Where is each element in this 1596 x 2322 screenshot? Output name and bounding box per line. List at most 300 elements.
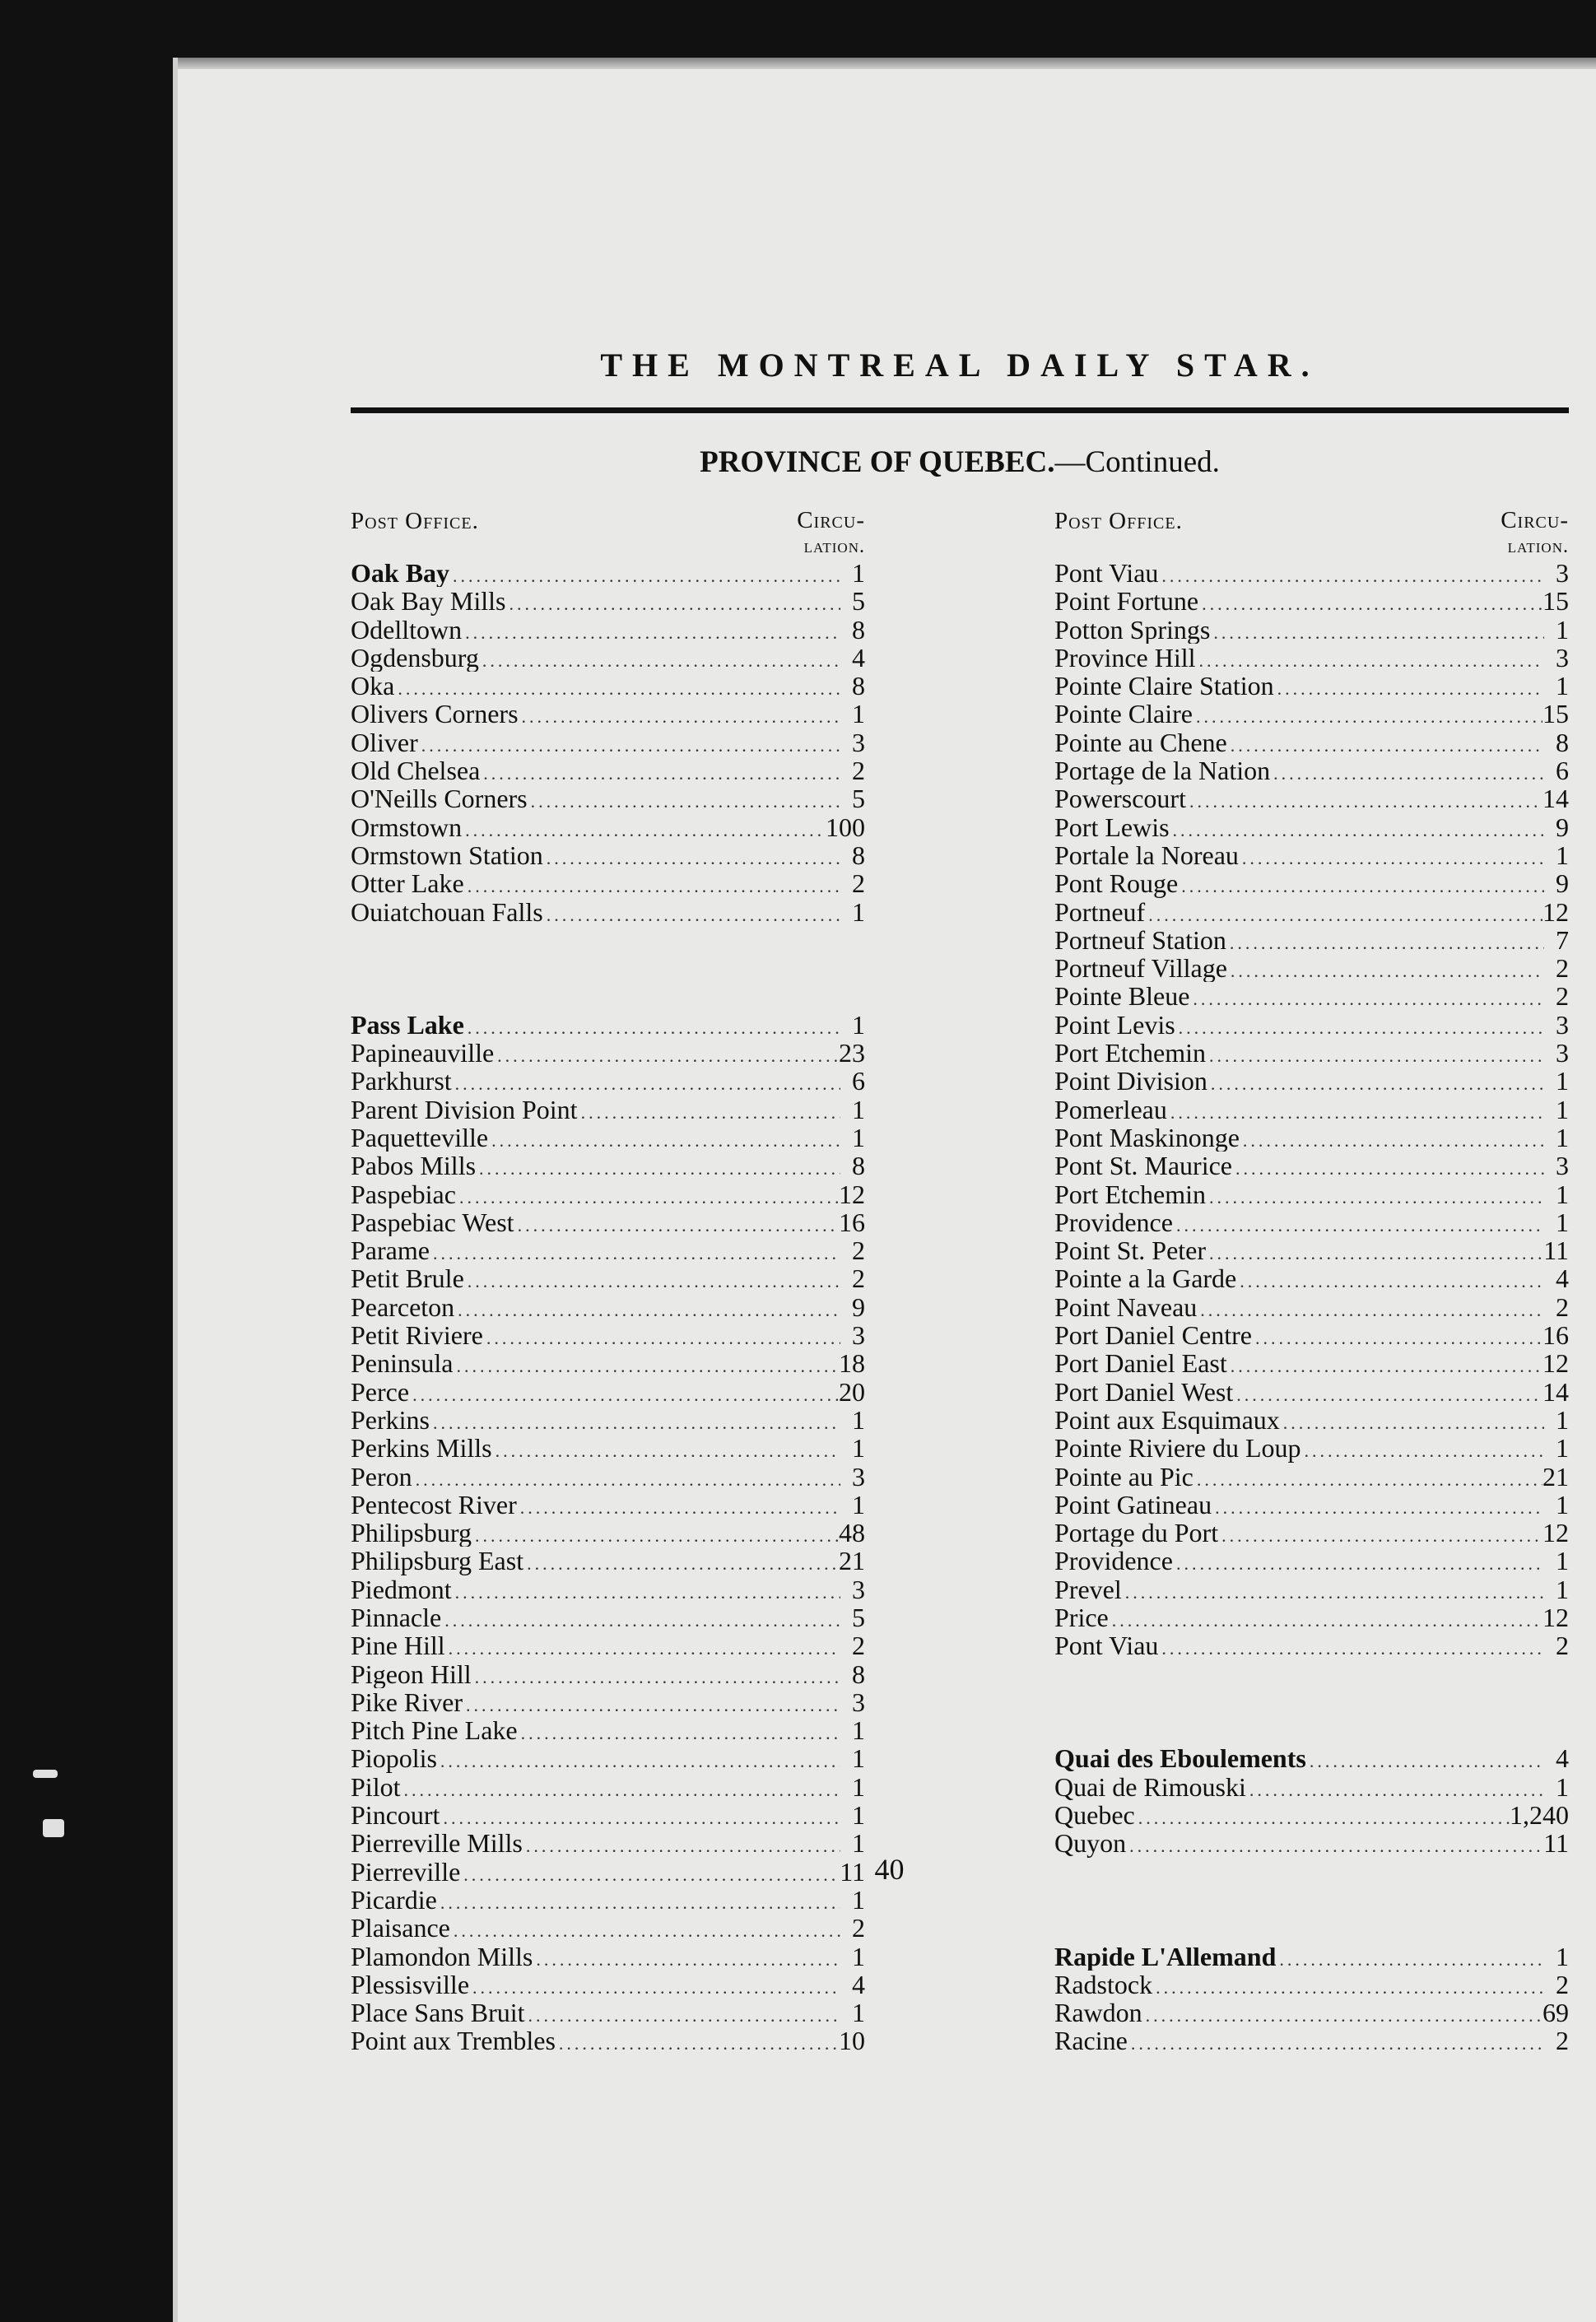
post-office-name: Pointe au Chene [1054, 728, 1227, 757]
post-office-name: Odelltown [351, 615, 463, 644]
entry-row [351, 700, 865, 728]
circulation-value: 21 [1542, 1462, 1569, 1491]
circulation-value: 9 [1556, 812, 1569, 841]
spacer-row [1054, 1914, 1569, 1942]
leader-dots [1109, 1607, 1542, 1631]
entry-row [351, 559, 865, 587]
post-office-name: Pike River [351, 1687, 463, 1717]
leader-dots [1232, 1155, 1544, 1180]
page-number: 40 [874, 1853, 905, 1886]
circulation-value: 1 [1556, 840, 1569, 870]
post-office-name: Philipsburg [351, 1519, 472, 1547]
entry-row [1054, 1180, 1569, 1208]
leader-dots [1173, 1550, 1544, 1575]
circulation-value: 4 [1556, 1744, 1569, 1773]
entry-row [351, 1744, 865, 1772]
right-column-header [1054, 508, 1569, 559]
post-office-name: Point Levis [1054, 1010, 1175, 1040]
entry-row [1054, 1067, 1569, 1095]
circulation-value: 2 [852, 1236, 865, 1265]
circulation-value: 1 [1556, 1942, 1569, 1971]
circulation-heading-line-2: lation. [1507, 536, 1569, 557]
leader-dots [533, 1946, 840, 1971]
circulation-value: 2 [1556, 1970, 1569, 1999]
post-office-name: Port Lewis [1054, 812, 1170, 841]
leader-dots [1236, 1268, 1544, 1292]
entry-row [351, 2027, 865, 2054]
leader-dots [409, 1381, 839, 1406]
leader-dots [528, 788, 840, 812]
circulation-value: 3 [852, 1575, 865, 1603]
leader-dots [518, 1719, 840, 1744]
leader-dots [412, 1466, 840, 1491]
circulation-value: 3 [1556, 643, 1569, 672]
circulation-value: 3 [1556, 1039, 1569, 1068]
leader-dots [1212, 1494, 1544, 1519]
post-office-name: Portneuf [1054, 897, 1146, 926]
leader-dots [1122, 1579, 1544, 1603]
entry-row [1054, 1603, 1569, 1631]
circulation-value: 1 [1556, 1575, 1569, 1603]
leader-dots [1246, 1776, 1544, 1801]
entry-row [1054, 1011, 1569, 1039]
leader-dots [1197, 1296, 1544, 1321]
circulation-value: 5 [852, 587, 865, 616]
leader-dots [469, 1974, 840, 1999]
entry-row [1054, 1999, 1569, 2027]
post-office-name: Paspebiac [351, 1180, 456, 1208]
entry-row [351, 1264, 865, 1292]
circulation-value: 2 [852, 869, 865, 898]
circulation-value: 69 [1542, 1999, 1569, 2027]
post-office-name: Ormstown [351, 812, 463, 841]
leader-dots [464, 1014, 840, 1039]
circulation-value: 3 [852, 1462, 865, 1491]
circulation-value: 3 [1556, 1010, 1569, 1040]
circulation-value: 2 [1556, 982, 1569, 1011]
circulation-value: 15 [1542, 700, 1569, 728]
post-office-heading: Post Office. [1054, 508, 1183, 534]
post-office-name: Pointe Riviere du Loup [1054, 1434, 1301, 1463]
circulation-value: 14 [1542, 1377, 1569, 1406]
entry-row [351, 1011, 865, 1039]
post-office-name: Old Chelsea [351, 756, 481, 785]
post-office-name: Province Hill [1054, 643, 1196, 672]
leader-dots [1158, 562, 1544, 587]
circulation-value: 8 [852, 1659, 865, 1688]
entry-row [1054, 1491, 1569, 1519]
leader-dots [1135, 1804, 1510, 1829]
post-office-name: Quyon [1054, 1829, 1127, 1858]
entry-row [1054, 644, 1569, 672]
entry-row [351, 1463, 865, 1491]
leader-dots [1239, 845, 1544, 869]
entry-row [351, 1716, 865, 1744]
post-office-name: Rapide L'Allemand [1054, 1942, 1277, 1971]
circulation-value: 1 [852, 1772, 865, 1802]
entry-row [351, 869, 865, 897]
circulation-value: 12 [1542, 1349, 1569, 1378]
entry-row [1054, 1264, 1569, 1292]
circulation-value: 6 [1556, 756, 1569, 785]
post-office-name: Oak Bay [351, 559, 450, 588]
circulation-value: 10 [839, 2027, 865, 2055]
post-office-name: Portale la Noreau [1054, 840, 1239, 870]
post-office-name: Petit Riviere [351, 1321, 483, 1350]
circulation-value: 1 [852, 897, 865, 926]
post-office-name: Quai de Rimouski [1054, 1772, 1246, 1802]
entry-row [351, 1378, 865, 1406]
leader-dots [1186, 788, 1542, 812]
entry-row [1054, 728, 1569, 756]
post-office-name: Pont Viau [1054, 559, 1159, 588]
circulation-value: 1 [852, 1744, 865, 1773]
spacer-row [351, 982, 865, 1010]
circulation-heading-line-2: lation. [803, 536, 865, 557]
post-office-name: Ormstown Station [351, 840, 543, 870]
entry-row [1054, 1208, 1569, 1236]
entry-row [351, 813, 865, 841]
post-office-name: Philipsburg East [351, 1547, 524, 1575]
entry-row [351, 1886, 865, 1914]
right-entry-list [1054, 559, 1569, 2055]
section-title [351, 444, 1569, 480]
leader-dots [578, 1099, 840, 1124]
entry-row [351, 1660, 865, 1688]
circulation-value: 1 [852, 700, 865, 728]
circulation-value: 2 [1556, 954, 1569, 983]
leader-dots [1280, 1409, 1544, 1434]
post-office-name: Pointe a la Garde [1054, 1264, 1237, 1293]
section-title-main: PROVINCE OF QUEBEC. [700, 445, 1055, 479]
post-office-name: Racine [1054, 2027, 1128, 2055]
circulation-value: 18 [839, 1349, 865, 1378]
leader-dots [543, 845, 840, 869]
post-office-name: Pointe Claire [1054, 700, 1193, 728]
entry-row [1054, 1039, 1569, 1067]
circulation-value: 1 [852, 1010, 865, 1040]
leader-dots [1193, 703, 1542, 728]
running-head: THE MONTREAL DAILY STAR. [600, 347, 1319, 384]
entry-row [1054, 1349, 1569, 1377]
entry-row [1054, 1631, 1569, 1659]
circulation-value: 2 [852, 1914, 865, 1943]
leader-dots [1207, 1070, 1544, 1095]
leader-dots [1218, 1522, 1542, 1547]
entry-row [351, 1434, 865, 1462]
post-office-name: Quai des Eboulements [1054, 1744, 1306, 1773]
circulation-value: 1 [1556, 1095, 1569, 1124]
post-office-name: Pont St. Maurice [1054, 1152, 1232, 1180]
circulation-value: 1 [852, 1095, 865, 1124]
circulation-value: 1 [852, 1885, 865, 1915]
scan-artifact [33, 1770, 58, 1778]
leader-dots [488, 1127, 840, 1152]
circulation-heading [1501, 508, 1569, 559]
entry-row [1054, 1744, 1569, 1772]
post-office-name: Perce [351, 1377, 410, 1406]
circulation-value: 1 [1556, 1547, 1569, 1575]
post-office-name: Picardie [351, 1885, 437, 1915]
entry-row [351, 1124, 865, 1152]
circulation-value: 2 [1556, 1292, 1569, 1322]
post-office-name: Pinnacle [351, 1603, 442, 1632]
circulation-value: 15 [1542, 587, 1569, 616]
circulation-value: 1 [852, 1123, 865, 1152]
leader-dots [476, 1155, 840, 1180]
leader-dots [1226, 929, 1544, 954]
leader-dots [1175, 1014, 1544, 1039]
circulation-value: 1,240 [1510, 1801, 1569, 1830]
post-office-name: Papineauville [351, 1039, 495, 1068]
circulation-value: 1 [1556, 1772, 1569, 1802]
leader-dots [483, 1324, 840, 1349]
circulation-value: 8 [852, 615, 865, 644]
leader-dots [456, 1184, 839, 1208]
circulation-value: 21 [839, 1547, 865, 1575]
leader-dots [462, 817, 826, 841]
post-office-name: Plaisance [351, 1914, 450, 1943]
post-office-name: O'Neills Corners [351, 784, 528, 813]
entry-row [1054, 559, 1569, 587]
circulation-value: 3 [1556, 559, 1569, 588]
leader-dots [454, 1296, 840, 1321]
entry-row [351, 1773, 865, 1801]
circulation-value: 1 [1556, 1434, 1569, 1463]
entry-row [1054, 1463, 1569, 1491]
circulation-value: 8 [1556, 728, 1569, 757]
circulation-value: 11 [1543, 1236, 1569, 1265]
post-office-name: Point aux Trembles [351, 2027, 556, 2055]
circulation-value: 2 [852, 756, 865, 785]
entry-row [351, 756, 865, 784]
post-office-name: Pincourt [351, 1801, 440, 1830]
post-office-name: Petit Brule [351, 1264, 464, 1293]
entry-row [1054, 869, 1569, 897]
section-title-suffix: —Continued. [1054, 445, 1220, 479]
post-office-name: Pearceton [351, 1292, 455, 1322]
post-office-name: Pomerleau [1054, 1095, 1167, 1124]
circulation-value: 11 [1543, 1829, 1569, 1858]
circulation-value: 12 [1542, 1519, 1569, 1547]
leader-dots [1301, 1437, 1544, 1462]
spacer-row [351, 926, 865, 954]
entry-row [351, 784, 865, 812]
entry-row [1054, 954, 1569, 982]
entry-row [351, 1631, 865, 1659]
leader-dots [1194, 1466, 1542, 1491]
leader-dots [437, 1747, 840, 1772]
circulation-value: 23 [839, 1039, 865, 1068]
leader-dots [452, 1579, 840, 1603]
circulation-value: 1 [852, 1942, 865, 1971]
entry-row [351, 1575, 865, 1603]
entry-row [351, 1321, 865, 1349]
leader-dots [1142, 2002, 1542, 2027]
circulation-value: 1 [852, 1434, 865, 1463]
entry-row [351, 1603, 865, 1631]
leader-dots [441, 1607, 840, 1631]
post-office-name: Providence [1054, 1547, 1173, 1575]
circulation-value: 1 [852, 1829, 865, 1858]
circulation-value: 9 [852, 1292, 865, 1322]
entry-row [1054, 1575, 1569, 1603]
circulation-value: 12 [1542, 1603, 1569, 1632]
circulation-value: 16 [839, 1208, 865, 1237]
post-office-name: Pass Lake [351, 1010, 464, 1040]
post-office-name: Pabos Mills [351, 1152, 477, 1180]
circulation-value: 3 [852, 1321, 865, 1350]
post-office-name: Point aux Esquimaux [1054, 1405, 1280, 1435]
post-office-name: Pine Hill [351, 1631, 445, 1660]
post-office-name: Point Gatineau [1054, 1490, 1212, 1519]
circulation-value: 1 [1556, 1123, 1569, 1152]
entry-row [1054, 1519, 1569, 1547]
circulation-value: 2 [852, 1264, 865, 1293]
post-office-name: Pierreville Mills [351, 1829, 523, 1858]
leader-dots [505, 590, 840, 615]
post-office-name: Providence [1054, 1208, 1173, 1237]
circulation-value: 1 [1556, 615, 1569, 644]
post-office-name: Oak Bay Mills [351, 587, 506, 616]
post-office-name: Port Daniel Centre [1054, 1321, 1252, 1350]
post-office-name: Plessisville [351, 1970, 470, 1999]
leader-dots [1227, 732, 1544, 756]
leader-dots [525, 2002, 840, 2027]
post-office-name: Prevel [1054, 1575, 1122, 1603]
entry-row [1054, 1943, 1569, 1971]
entry-row [351, 1152, 865, 1180]
leader-dots [1178, 872, 1544, 897]
entry-row [1054, 926, 1569, 954]
post-office-name: Perkins [351, 1405, 430, 1435]
entry-row [1054, 616, 1569, 644]
leader-dots [394, 675, 840, 700]
leader-dots [472, 1522, 839, 1547]
leader-dots [1252, 1324, 1542, 1349]
circulation-value: 1 [852, 559, 865, 588]
post-office-name: Paspebiac West [351, 1208, 514, 1237]
post-office-name: Port Daniel West [1054, 1377, 1234, 1406]
leader-dots [450, 1917, 840, 1942]
left-column [351, 508, 865, 2055]
leader-dots [523, 1550, 839, 1575]
circulation-value: 1 [852, 1999, 865, 2027]
entry-row [1054, 813, 1569, 841]
entry-row [1054, 1236, 1569, 1264]
leader-dots [1210, 619, 1544, 644]
post-office-name: Plamondon Mills [351, 1942, 533, 1971]
entry-row [1054, 898, 1569, 926]
entry-row [351, 644, 865, 672]
circulation-value: 1 [852, 1716, 865, 1745]
entry-row [351, 1236, 865, 1264]
post-office-name: Perkins Mills [351, 1434, 492, 1463]
post-office-name: Piopolis [351, 1744, 437, 1773]
spacer-row [1054, 1660, 1569, 1688]
leader-dots [514, 1212, 839, 1236]
entry-row [351, 587, 865, 615]
entry-row [351, 1999, 865, 2027]
post-office-name: Pilot [351, 1772, 401, 1802]
post-office-name: Pointe Claire Station [1054, 672, 1274, 700]
circulation-value: 7 [1556, 925, 1569, 955]
circulation-value: 2 [1556, 2027, 1569, 2055]
circulation-value: 6 [852, 1067, 865, 1096]
entry-row [1054, 587, 1569, 615]
spacer-row [1054, 1688, 1569, 1716]
circulation-value: 3 [852, 1687, 865, 1717]
entry-row [1054, 672, 1569, 700]
circulation-value: 1 [1556, 1405, 1569, 1435]
leader-dots [1145, 901, 1542, 926]
leader-dots [517, 1494, 840, 1519]
entry-row [351, 1096, 865, 1124]
entry-row [1054, 1773, 1569, 1801]
leader-dots [519, 703, 840, 728]
post-office-name: Pentecost River [351, 1490, 517, 1519]
circulation-value: 5 [852, 1603, 865, 1632]
leader-dots [494, 1042, 839, 1067]
leader-dots [1128, 2030, 1544, 2054]
post-office-name: Parkhurst [351, 1067, 452, 1096]
circulation-value: 2 [1556, 1631, 1569, 1660]
post-office-name: Ogdensburg [351, 643, 479, 672]
left-entry-list [351, 559, 865, 2055]
entry-row [1054, 1152, 1569, 1180]
circulation-value: 3 [852, 728, 865, 757]
entry-row [351, 1547, 865, 1575]
entry-row [351, 728, 865, 756]
post-office-name: Piedmont [351, 1575, 452, 1603]
circulation-heading-line-1: Circu- [1501, 507, 1569, 533]
circulation-value: 1 [1556, 1067, 1569, 1096]
circulation-value: 1 [1556, 1180, 1569, 1208]
circulation-value: 20 [839, 1377, 865, 1406]
post-office-name: Potton Springs [1054, 615, 1211, 644]
right-column [1054, 508, 1569, 2055]
post-office-name: Parent Division Point [351, 1095, 578, 1124]
post-office-name: Place Sans Bruit [351, 1999, 525, 2027]
circulation-value: 4 [1556, 1264, 1569, 1293]
post-office-name: Portage de la Nation [1054, 756, 1271, 785]
entry-row [351, 841, 865, 869]
circulation-value: 1 [1556, 1490, 1569, 1519]
leader-dots [463, 1691, 840, 1716]
entry-row [351, 1519, 865, 1547]
leader-dots [1276, 1946, 1544, 1971]
post-office-name: Pigeon Hill [351, 1659, 472, 1688]
spacer-row [351, 954, 865, 982]
circulation-value: 11 [840, 1857, 865, 1886]
circulation-value: 4 [852, 1970, 865, 1999]
post-office-name: Powerscourt [1054, 784, 1186, 813]
circulation-value: 1 [852, 1490, 865, 1519]
entry-row [1054, 841, 1569, 869]
leader-dots [1196, 647, 1544, 672]
page-content [351, 280, 1569, 2055]
spacer-row [1054, 1886, 1569, 1914]
post-office-name: Pointe au Pic [1054, 1462, 1194, 1491]
post-office-name: Olivers Corners [351, 700, 519, 728]
leader-dots [492, 1437, 840, 1462]
entry-row [1054, 1547, 1569, 1575]
circulation-value: 16 [1542, 1321, 1569, 1350]
leader-dots [1206, 1240, 1543, 1264]
entry-row [351, 672, 865, 700]
leader-dots [464, 1268, 840, 1292]
post-office-name: Pont Maskinonge [1054, 1123, 1240, 1152]
